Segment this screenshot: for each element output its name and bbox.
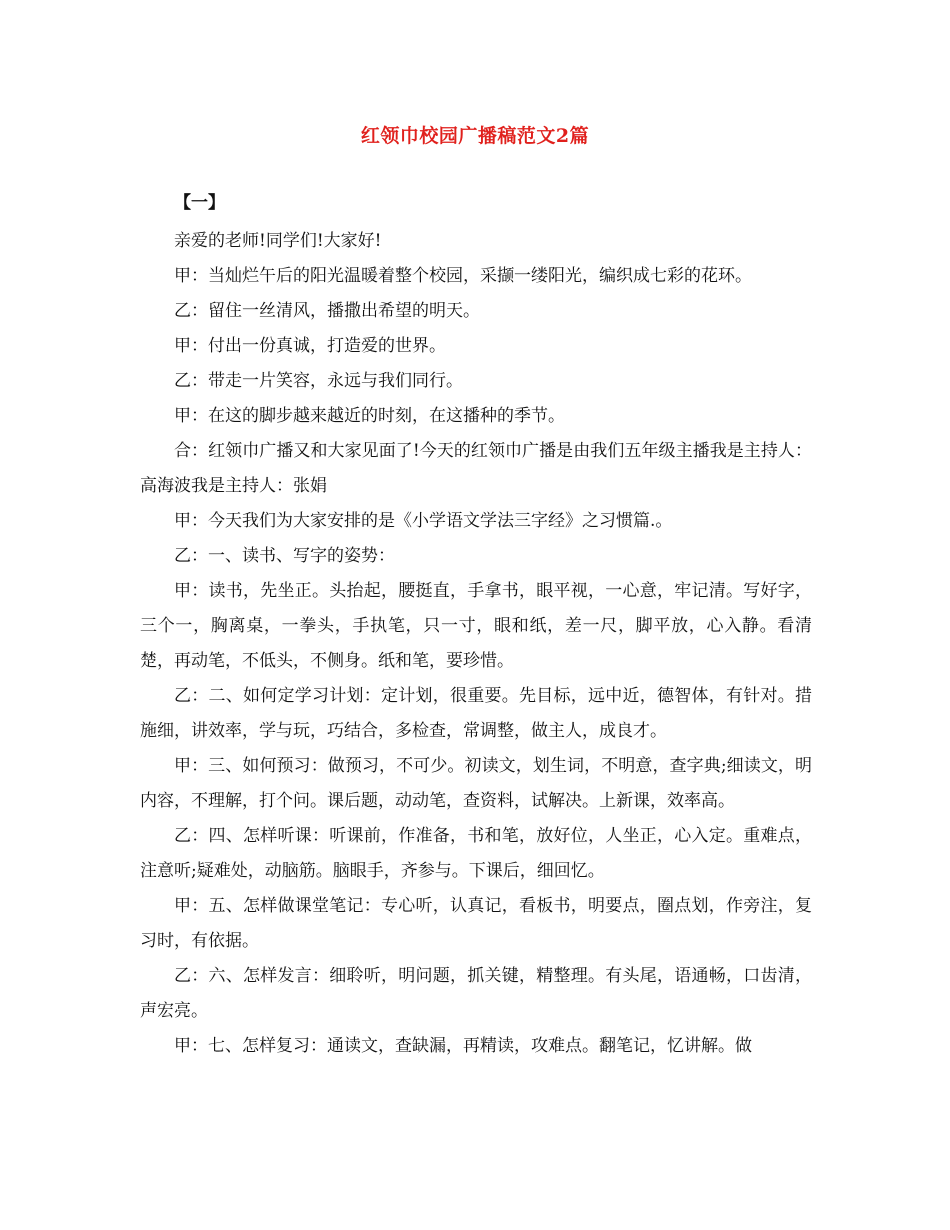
paragraph-yi-1: 乙：留住一丝清风，播撒出希望的明天。: [174, 301, 480, 321]
paragraph-yi-4: 乙：二、如何定学习计划：定计划，很重要。先目标，远中近，德智体，有针对。措施细，讲效率，学与玩，巧结合，多检查，常调整，做主人，成良才。: [140, 686, 812, 741]
paragraph-jia-6: 甲：三、如何预习：做预习，不可少。初读文，划生词，不明意，查字典;细读文，明内容，不理解，打个问。课后题，动动笔，查资料，试解决。上新课，效率高。: [140, 756, 812, 811]
page-title: 红领巾校园广播稿范文2篇: [360, 125, 590, 147]
document-body: [140, 190, 812, 1064]
paragraph-yi-6: 乙：六、怎样发言：细聆听，明问题，抓关键，精整理。有头尾，语通畅，口齿清，声宏亮。: [140, 966, 812, 1021]
paragraph-jia-2: 甲：付出一份真诚，打造爱的世界。: [174, 336, 446, 356]
paragraph-yi-5: 乙：四、怎样听课：听课前，作准备，书和笔，放好位，人坐正，心入定。重难点，注意听;疑难处，动脑筋。脑眼手，齐参与。下课后，细回忆。: [140, 826, 812, 881]
paragraph-jia-7: 甲：五、怎样做课堂笔记：专心听，认真记，看板书，明要点，圈点划，作旁注，复习时，有依据。: [140, 896, 812, 951]
paragraph-jia-5: 甲：读书，先坐正。头抬起，腰挺直，手拿书，眼平视，一心意，牢记清。写好字，三个一，胸离桌，一拳头，手执笔，只一寸，眼和纸，差一尺，脚平放，心入静。看清楚，再动笔，不低头，不侧身。纸和笔，要珍惜。: [140, 581, 812, 671]
paragraph-jia-1: 甲：当灿烂午后的阳光温暖着整个校园，采撷一缕阳光，编织成七彩的花环。: [174, 266, 752, 286]
paragraph-jia-4: 甲：今天我们为大家安排的是《小学语文学法三字经》之习惯篇.。: [174, 511, 673, 531]
section-heading: 【一】: [174, 193, 225, 213]
paragraph-jia-3: 甲：在这的脚步越来越近的时刻，在这播种的季节。: [174, 406, 565, 426]
paragraph-greeting: 亲爱的老师!同学们!大家好!: [174, 231, 382, 251]
paragraph-yi-2: 乙：带走一片笑容，永远与我们同行。: [174, 371, 463, 391]
paragraph-he: 合：红领巾广播又和大家见面了!今天的红领巾广播是由我们五年级主播我是主持人：高海波我是主持人：张娟: [140, 441, 812, 496]
paragraph-jia-8: 甲：七、怎样复习：通读文，查缺漏，再精读，攻难点。翻笔记，忆讲解。做: [174, 1036, 752, 1056]
paragraph-yi-3: 乙：一、读书、写字的姿势：: [174, 546, 395, 566]
